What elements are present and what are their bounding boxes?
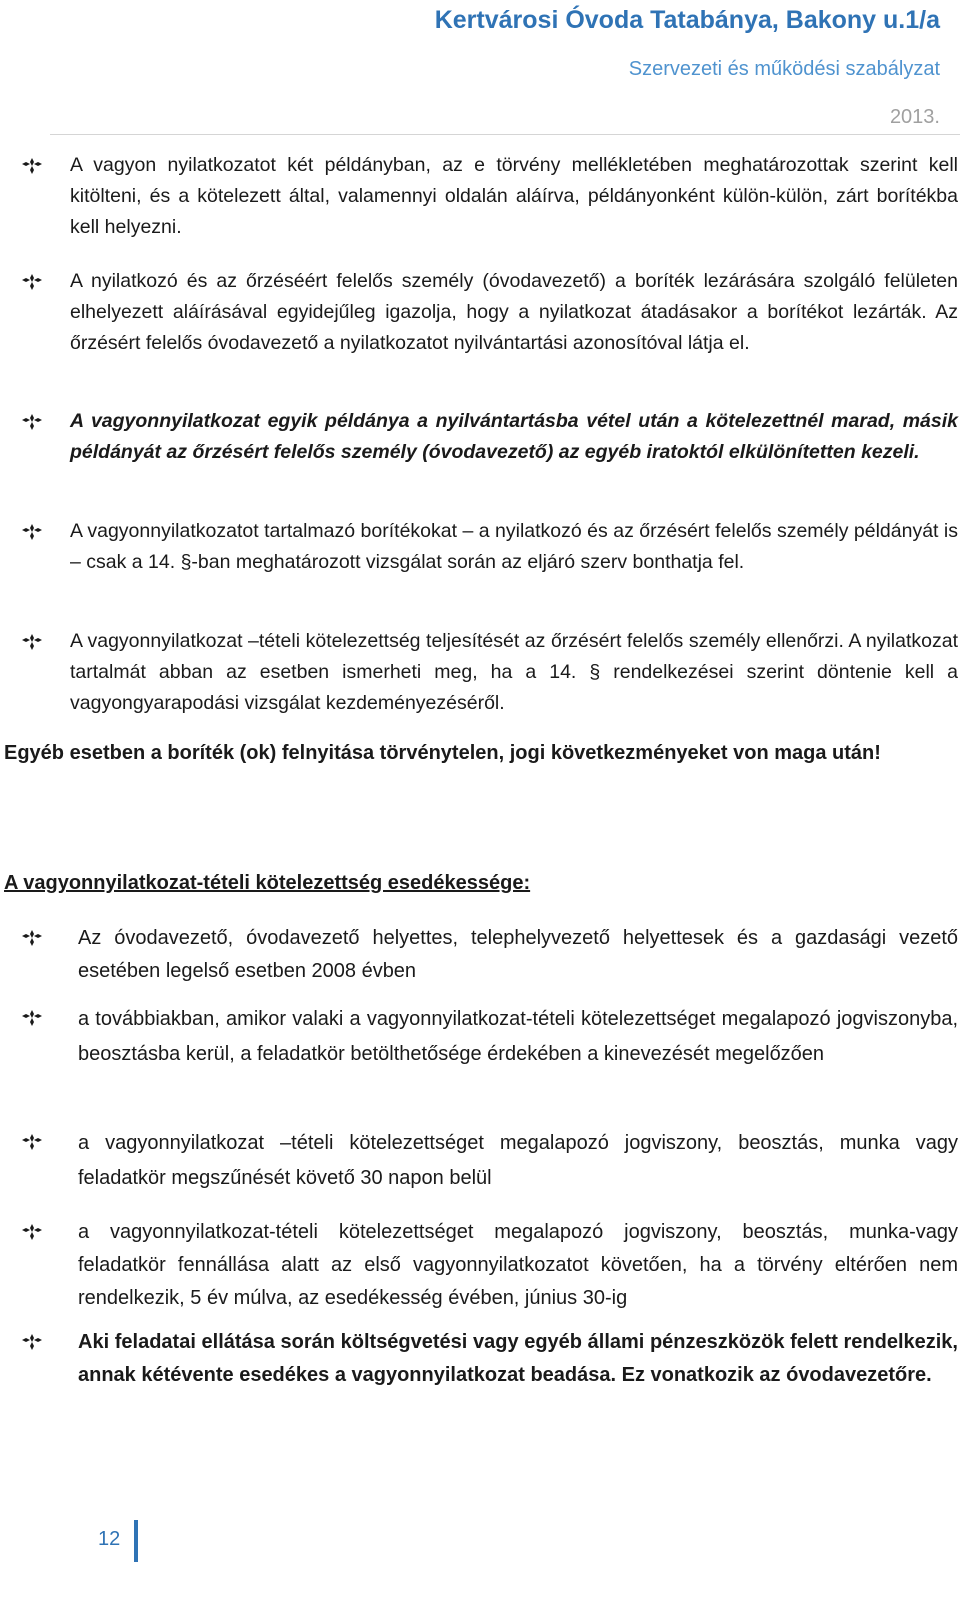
bullet-text: A vagyon nyilatkozatot két példányban, az e törvény mellékletében meghatározottak szerint kell kitölteni, és a kötelezett által, valamennyi oldalán aláírva, példányonként külön-külön, zárt borítékba kell helyezni. [70, 154, 958, 238]
bullet-text: a vagyonnyilatkozat-tételi kötelezettséget megalapozó jogviszony, beosztás, munka-vagy feladatkör fennállása alatt az első vagyonnyilatkozatot követően, ha a törvény eltérően nem rendelkezik, 5 év múlva, az esedékesség évében, június 30-ig [78, 1221, 958, 1309]
diamond-bullet-icon [20, 1326, 44, 1356]
diamond-bullet-icon [20, 406, 44, 436]
bullet-text: a továbbiakban, amikor valaki a vagyonnyilatkozat-tételi kötelezettséget megalapozó jogviszonyba, beosztásba kerül, a feladatkör betölthetősége érdekében a kinevezését megelőzően [78, 1008, 958, 1065]
bullet-text: Aki feladatai ellátása során költségvetési vagy egyéb állami pénzeszközök felett rendelkezik, annak kétévente esedékes a vagyonnyilatkozat beadása. Ez vonatkozik az óvodavezetőre. [78, 1331, 958, 1386]
warning-text: Egyéb esetben a boríték (ok) felnyitása törvénytelen, jogi következményeket von maga után! [4, 742, 881, 764]
diamond-bullet-icon [20, 150, 44, 180]
diamond-bullet-icon [20, 922, 44, 952]
document-subtitle: Szervezeti és működési szabályzat [628, 58, 940, 80]
diamond-bullet-icon [20, 626, 44, 656]
diamond-bullet-icon [20, 1216, 44, 1246]
diamond-bullet-icon [20, 266, 44, 296]
document-year: 2013. [889, 106, 940, 128]
bullet-text: A vagyonnyilatkozat –tételi kötelezettség teljesítését az őrzésért felelős személy ellenőrzi. A nyilatkozat tartalmát abban az esetben ismerheti meg, ha a 14. § rendelkezései szerint döntenie kell a vagyongyarapodási vizsgálat kezdeményezéséről. [70, 630, 958, 714]
page-number-bar [134, 1520, 138, 1562]
bullet-text: A vagyonnyilatkozatot tartalmazó borítékokat – a nyilatkozó és az őrzésért felelős személy példányát is – csak a 14. §-ban meghatározott vizsgálat során az eljáró szerv bonthatja fel. [70, 520, 958, 573]
bullet-text: A vagyonnyilatkozat egyik példánya a nyilvántartásba vétel után a kötelezettnél marad, másik példányát az őrzésért felelős személy (óvodavezető) az egyéb iratoktól elkülönítetten kezeli. [70, 410, 958, 463]
diamond-bullet-icon [20, 1002, 44, 1032]
section-title: A vagyonnyilatkozat-tételi kötelezettség esedékessége: [4, 872, 531, 894]
page-number: 12 [98, 1528, 121, 1550]
bullet-text: a vagyonnyilatkozat –tételi kötelezettséget megalapozó jogviszony, beosztás, munka vagy feladatkör megszűnését követő 30 napon belül [78, 1132, 958, 1189]
bullet-text: Az óvodavezető, óvodavezető helyettes, telephelyvezető helyettesek és a gazdasági vezető esetében legelső esetben 2008 évben [78, 927, 958, 982]
bullet-text: A nyilatkozó és az őrzéséért felelős személy (óvodavezető) a boríték lezárására szolgáló felületen elhelyezett aláírásával egyidejűleg igazolja, hogy a nyilatkozat átadásakor a borítékot lezárták. Az őrzésért felelős óvodavezető a nyilatkozatot nyilvántartási azonosítóval látja el. [70, 270, 958, 354]
diamond-bullet-icon [20, 1126, 44, 1156]
document-title: Kertvárosi Óvoda Tatabánya, Bakony u.1/a [434, 6, 940, 34]
header-divider [50, 134, 960, 135]
diamond-bullet-icon [20, 516, 44, 546]
